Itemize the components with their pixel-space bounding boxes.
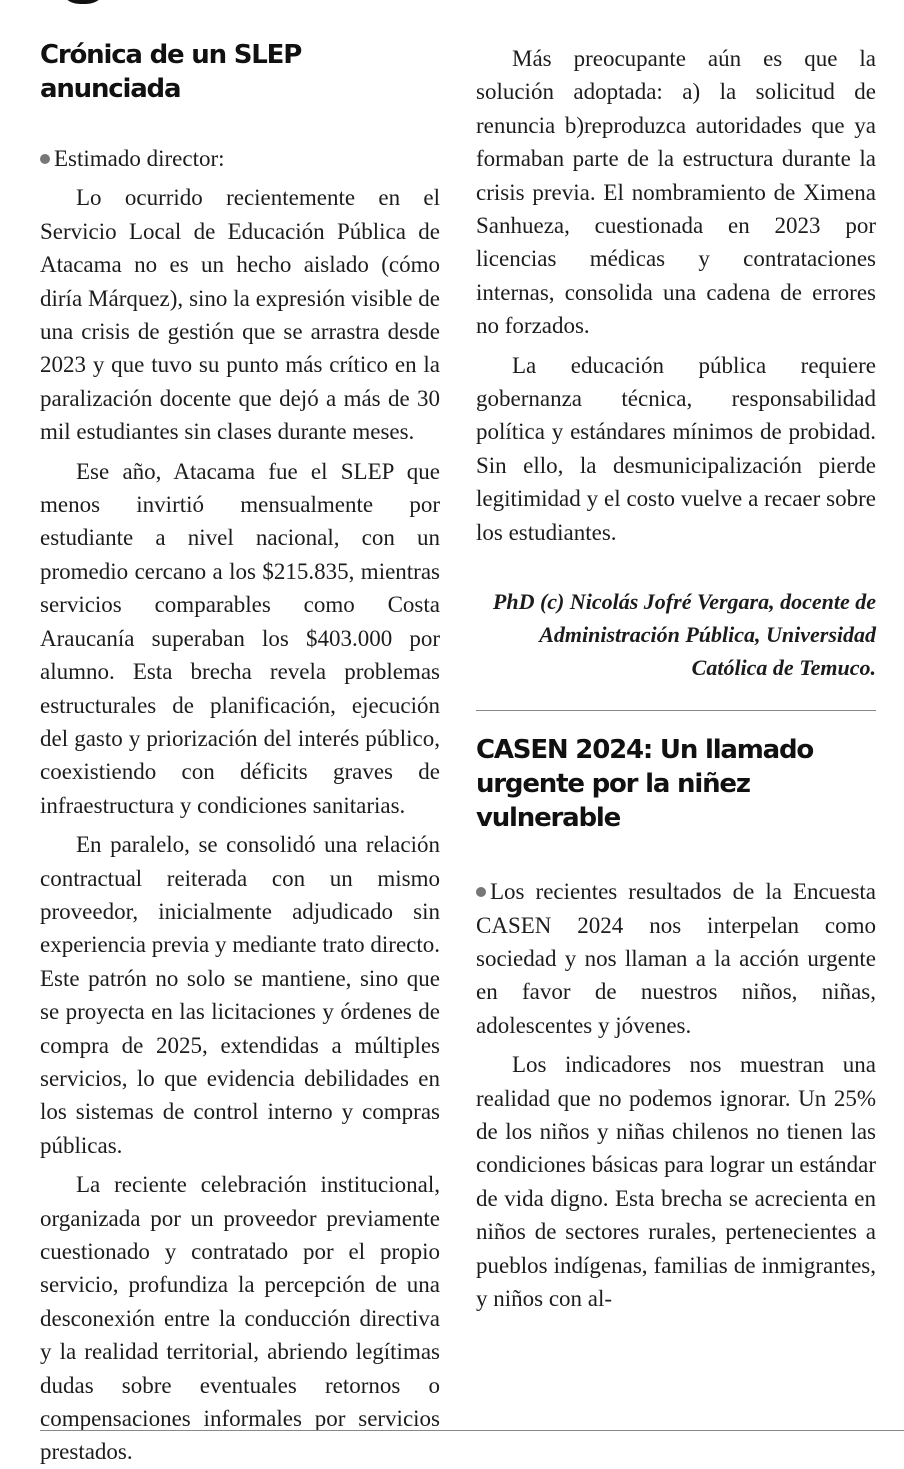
article1-paragraph: La reciente celebración institucional, organizada por un proveedor previamente cuestionado y contratado por el propio servicio, profundiza la percepción de una desconexión entre la conducción directiva y la realidad territorial, abriendo legítimas dudas sobre eventuales retornos o compensaciones informales por servicios prestados. [40, 1172, 440, 1465]
article1-paragraph: La educación pública requiere gobernanza técnica, responsabilidad política y estándares mínimos de probidad. Sin ello, la desmunicipalización pierde legitimidad y el costo vuelve a recaer sobre los estudiantes. [476, 352, 876, 545]
article2-paragraph: Los recientes resultados de la Encuesta CASEN 2024 nos interpelan como sociedad y nos llaman a la acción urgente en favor de nuestros niños, niñas, adolescentes y jóvenes. [476, 879, 876, 1038]
article1-body [40, 142, 440, 1469]
article1-paragraph: Más preocupante aún es que la solución adoptada: a) la solicitud de renuncia b)reproduzca autoridades que ya formaban parte de la estructura durante la crisis previa. El nombramiento de Ximena Sanhueza, cuestionada en 2023 por licencias médicas y contrataciones internas, consolida una cadena de errores no forzados. [476, 46, 876, 339]
article1-salutation: Estimado director: [54, 146, 225, 171]
right-column [476, 0, 876, 1315]
article1-paragraph: Lo ocurrido recientemente en el Servicio Local de Educación Pública de Atacama no es un hecho aislado (cómo diría Márquez), sino la expresión visible de una crisis de gestión que se arrastra desde 2023 y que tuvo su punto más crítico en la paralización docente que dejó a más de 30 mil estudiantes sin clases durante meses. [40, 185, 440, 445]
article1-signature: PhD (c) Nicolás Jofré Vergara, docente de Administración Pública, Universidad Católica de Temuco. [492, 589, 876, 681]
bottom-divider [40, 1430, 904, 1431]
article1-continuation [476, 42, 876, 549]
bullet-icon [476, 887, 486, 897]
article2-first-line [476, 875, 876, 1042]
article2-paragraph: Los indicadores nos muestran una realidad que no podemos ignorar. Un 25% de los niños y niñas chilenos no tienen las condiciones básicas para lograr un estándar de vida digno. Esta brecha se acrecienta en niños de sectores rurales, pertenecientes a pueblos indígenas, familias de inmigrantes, y niños con al- [476, 1052, 876, 1311]
left-column [40, 0, 440, 1469]
article1-salutation-line [40, 142, 440, 175]
article2-headline: CASEN 2024: Un llamado urgente por la niñez vulnerable [476, 735, 814, 834]
article1-paragraph: En paralelo, se consolidó una relación contractual reiterada con un mismo proveedor, inicialmente adjudicado sin experiencia previa y mediante trato directo. Este patrón no solo se mantiene, sino que se proyecta en las licitaciones y órdenes de compra de 2025, extendidas a múltiples servicios, lo que evidencia debilidades en los sistemas de control interno y compras públicas. [40, 832, 440, 1158]
bullet-icon [40, 154, 50, 164]
section-divider [476, 710, 876, 711]
article1-paragraph: Ese año, Atacama fue el SLEP que menos invirtió mensualmente por estudiante a nivel nacional, con un promedio cercano a los $215.835, mientras servicios comparables como Costa Araucanía superaban los $403.000 por alumno. Esta brecha revela problemas estructurales de planificación, ejecución del gasto y priorización del interés público, coexistiendo con déficits graves de infraestructura y condiciones sanitarias. [40, 458, 440, 818]
article2-body [476, 875, 876, 1315]
article1-headline: Crónica de un SLEP anunciada [40, 40, 302, 104]
